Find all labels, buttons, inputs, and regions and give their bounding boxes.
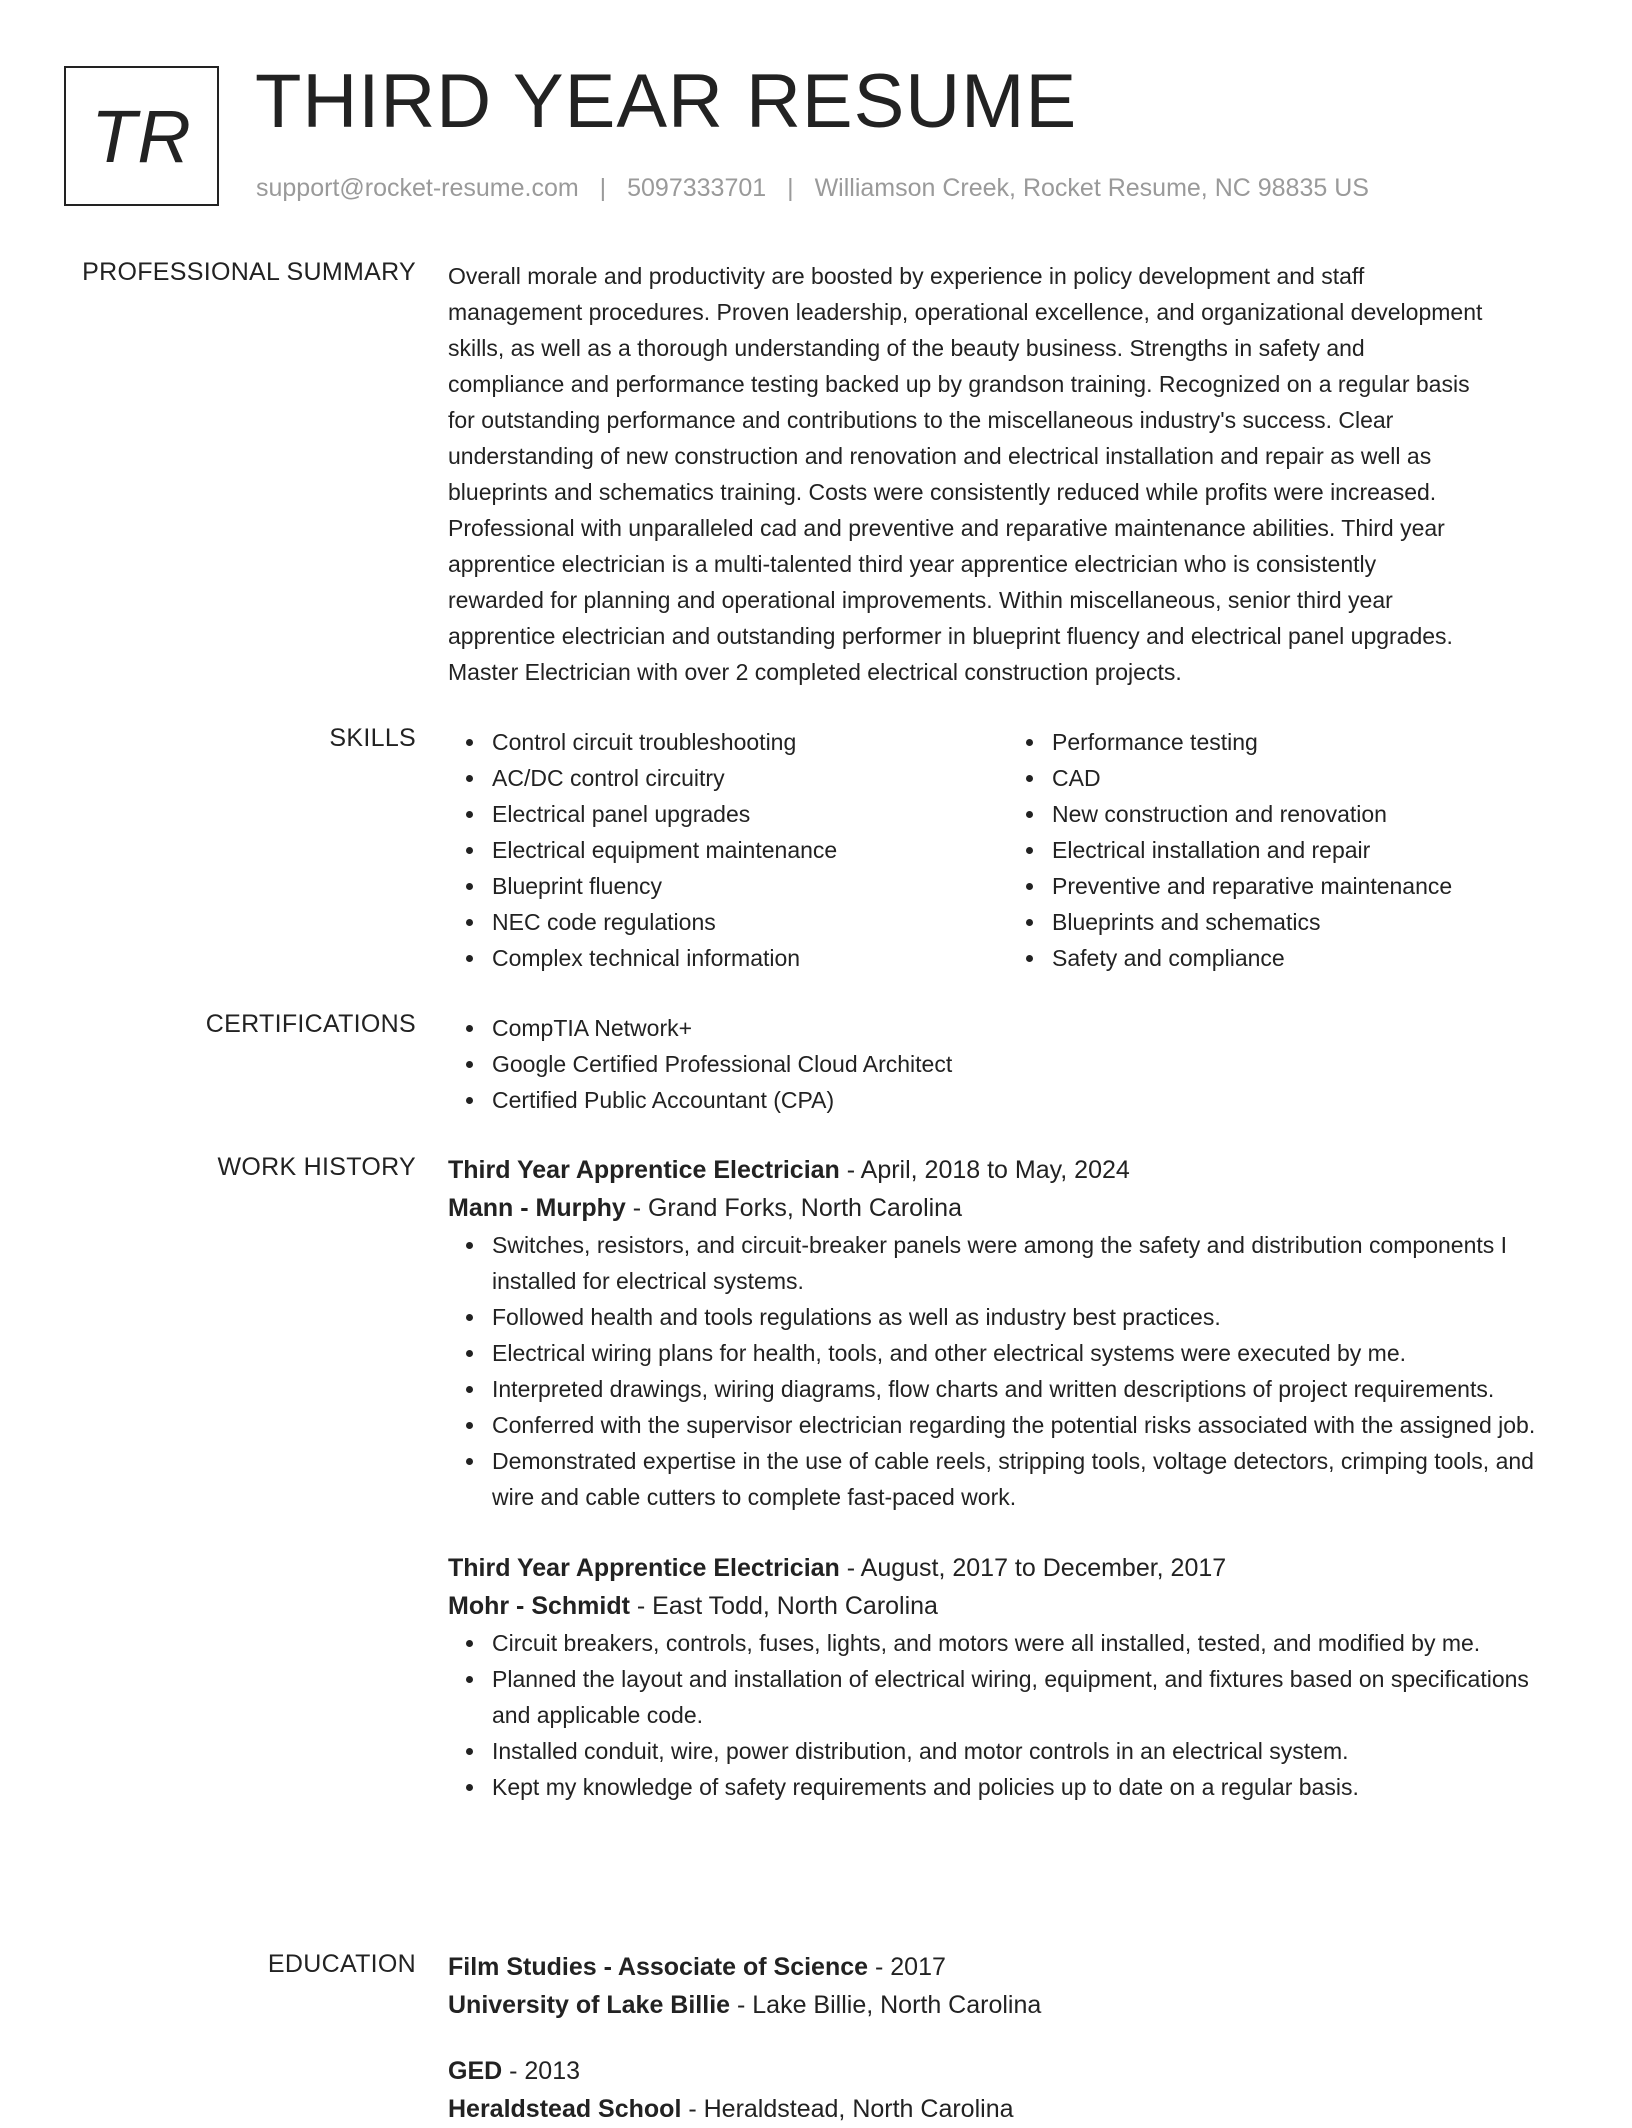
job-bullets <box>448 1625 1568 1805</box>
skill-item: Blueprint fluency <box>492 868 1008 904</box>
summary-line: apprentice electrician is a multi-talented third year apprentice electrician who is consistently <box>448 551 1377 577</box>
education-location: - Heraldstead, North Carolina <box>681 2095 1014 2123</box>
skill-item: Control circuit troubleshooting <box>492 724 1008 760</box>
skill-item: Electrical panel upgrades <box>492 796 1008 832</box>
job-title-line <box>448 1151 1568 1189</box>
skill-item: Blueprints and schematics <box>1052 904 1568 940</box>
job-bullets <box>448 1227 1568 1515</box>
job-role: Third Year Apprentice Electrician <box>448 1156 840 1184</box>
job-bullet: Installed conduit, wire, power distribution, and motor controls in an electrical system. <box>492 1733 1568 1769</box>
section-title: SKILLS <box>329 724 416 752</box>
contact-separator: | <box>599 174 607 202</box>
job-entry <box>448 1151 1568 1515</box>
job-dates: - April, 2018 to May, 2024 <box>839 1156 1130 1184</box>
job-bullet: Electrical wiring plans for health, tools, and other electrical systems were executed by me. <box>492 1335 1568 1371</box>
section-title: EDUCATION <box>267 1950 416 1978</box>
summary-text <box>448 258 1568 690</box>
education-location: - Lake Billie, North Carolina <box>730 1991 1042 2019</box>
job-dates: - August, 2017 to December, 2017 <box>839 1554 1227 1582</box>
contact-address: Williamson Creek, Rocket Resume, NC 98835 US <box>814 174 1369 202</box>
job-company-line <box>448 1189 1568 1227</box>
section-title: WORK HISTORY <box>217 1153 416 1181</box>
skill-item: New construction and renovation <box>1052 796 1568 832</box>
job-role: Third Year Apprentice Electrician <box>448 1554 840 1582</box>
certifications-body <box>448 1010 1568 1118</box>
job-bullet: Kept my knowledge of safety requirements and policies up to date on a regular basis. <box>492 1769 1568 1805</box>
skill-item: Safety and compliance <box>1052 940 1568 976</box>
education-body <box>448 1948 1568 2128</box>
education-year: - 2013 <box>502 2057 581 2085</box>
education-degree: Film Studies - Associate of Science <box>448 1953 869 1981</box>
contact-separator: | <box>787 174 794 202</box>
education-degree: GED <box>448 2057 503 2085</box>
job-bullet: Interpreted drawings, wiring diagrams, flow charts and written descriptions of project requirements. <box>492 1371 1568 1407</box>
education-degree-line <box>448 2052 1568 2090</box>
skill-item: Electrical equipment maintenance <box>492 832 1008 868</box>
skills-columns <box>448 724 1568 976</box>
education-school: Heraldstead School <box>448 2095 682 2123</box>
skill-item: CAD <box>1052 760 1568 796</box>
certification-item: CompTIA Network+ <box>492 1010 1568 1046</box>
job-bullet: Followed health and tools regulations as well as industry best practices. <box>492 1299 1568 1335</box>
education-school: University of Lake Billie <box>448 1991 731 2019</box>
education-entry <box>448 1948 1568 2024</box>
skill-item: Complex technical information <box>492 940 1008 976</box>
education-school-line <box>448 1986 1568 2024</box>
summary-line: Professional with unparalleled cad and preventive and reparative maintenance abilities. Third year <box>448 515 1445 541</box>
contact-email[interactable]: support@rocket-resume.com <box>256 174 579 202</box>
education-school-line <box>448 2090 1568 2128</box>
job-entry <box>448 1549 1568 1805</box>
job-bullet: Switches, resistors, and circuit-breaker panels were among the safety and distribution components I installed for electrical systems. <box>492 1227 1568 1299</box>
certifications-list <box>448 1010 1568 1118</box>
job-bullet: Circuit breakers, controls, fuses, lights, and motors were all installed, tested, and modified by me. <box>492 1625 1568 1661</box>
monogram-initials: TR <box>91 94 192 178</box>
work-history-body <box>448 1151 1568 1805</box>
job-bullet: Demonstrated expertise in the use of cable reels, stripping tools, voltage detectors, crimping tools, and wire and cable cutters to complete fast-paced work. <box>492 1443 1568 1515</box>
education-degree-line <box>448 1948 1568 1986</box>
summary-line: blueprints and schematics training. Costs were consistently reduced while profits were increased. <box>448 479 1437 505</box>
job-location: - Grand Forks, North Carolina <box>625 1194 962 1222</box>
contact-phone[interactable]: 5097333701 <box>627 174 767 202</box>
certification-item: Google Certified Professional Cloud Architect <box>492 1046 1568 1082</box>
skill-item: Performance testing <box>1052 724 1568 760</box>
job-title-line <box>448 1549 1568 1587</box>
job-bullet: Conferred with the supervisor electrician regarding the potential risks associated with the assigned job. <box>492 1407 1568 1443</box>
section-title: CERTIFICATIONS <box>205 1010 416 1038</box>
summary-line: Master Electrician with over 2 completed electrical construction projects. <box>448 659 1182 685</box>
job-bullet: Planned the layout and installation of electrical wiring, equipment, and fixtures based on specifications and applicable code. <box>492 1661 1568 1733</box>
summary-line: rewarded for planning and operational improvements. Within miscellaneous, senior third year <box>448 587 1393 613</box>
summary-line: understanding of new construction and renovation and electrical installation and repair as well as <box>448 443 1432 469</box>
job-company-line <box>448 1587 1568 1625</box>
skill-item: Electrical installation and repair <box>1052 832 1568 868</box>
summary-line: compliance and performance testing backed up by grandson training. Recognized on a regular basis <box>448 371 1470 397</box>
resume-header <box>64 59 1564 216</box>
summary-line: skills, as well as a thorough understanding of the beauty business. Strengths in safety and <box>448 335 1365 361</box>
summary-line: Overall morale and productivity are boosted by experience in policy development and staff <box>448 263 1365 289</box>
summary-line: for outstanding performance and contributions to the miscellaneous industry's success. Clear <box>448 407 1394 433</box>
skill-item: Preventive and reparative maintenance <box>1052 868 1568 904</box>
monogram-box <box>64 66 219 206</box>
section-title: PROFESSIONAL SUMMARY <box>82 258 416 286</box>
job-company: Mann - Murphy <box>448 1194 626 1222</box>
job-company: Mohr - Schmidt <box>448 1592 630 1620</box>
resume-name: THIRD YEAR RESUME <box>255 59 1078 144</box>
contact-line <box>256 174 1369 203</box>
job-location: - East Todd, North Carolina <box>629 1592 938 1620</box>
skills-list-left <box>448 724 1008 976</box>
certification-item: Certified Public Accountant (CPA) <box>492 1082 1568 1118</box>
skill-item: AC/DC control circuitry <box>492 760 1008 796</box>
summary-line: apprentice electrician and outstanding performer in blueprint fluency and electrical panel upgrades. <box>448 623 1453 649</box>
skills-list-right <box>1008 724 1568 976</box>
skill-item: NEC code regulations <box>492 904 1008 940</box>
education-entry <box>448 2052 1568 2128</box>
summary-line: management procedures. Proven leadership, operational excellence, and organizational development <box>448 299 1483 325</box>
education-year: - 2017 <box>868 1953 946 1981</box>
